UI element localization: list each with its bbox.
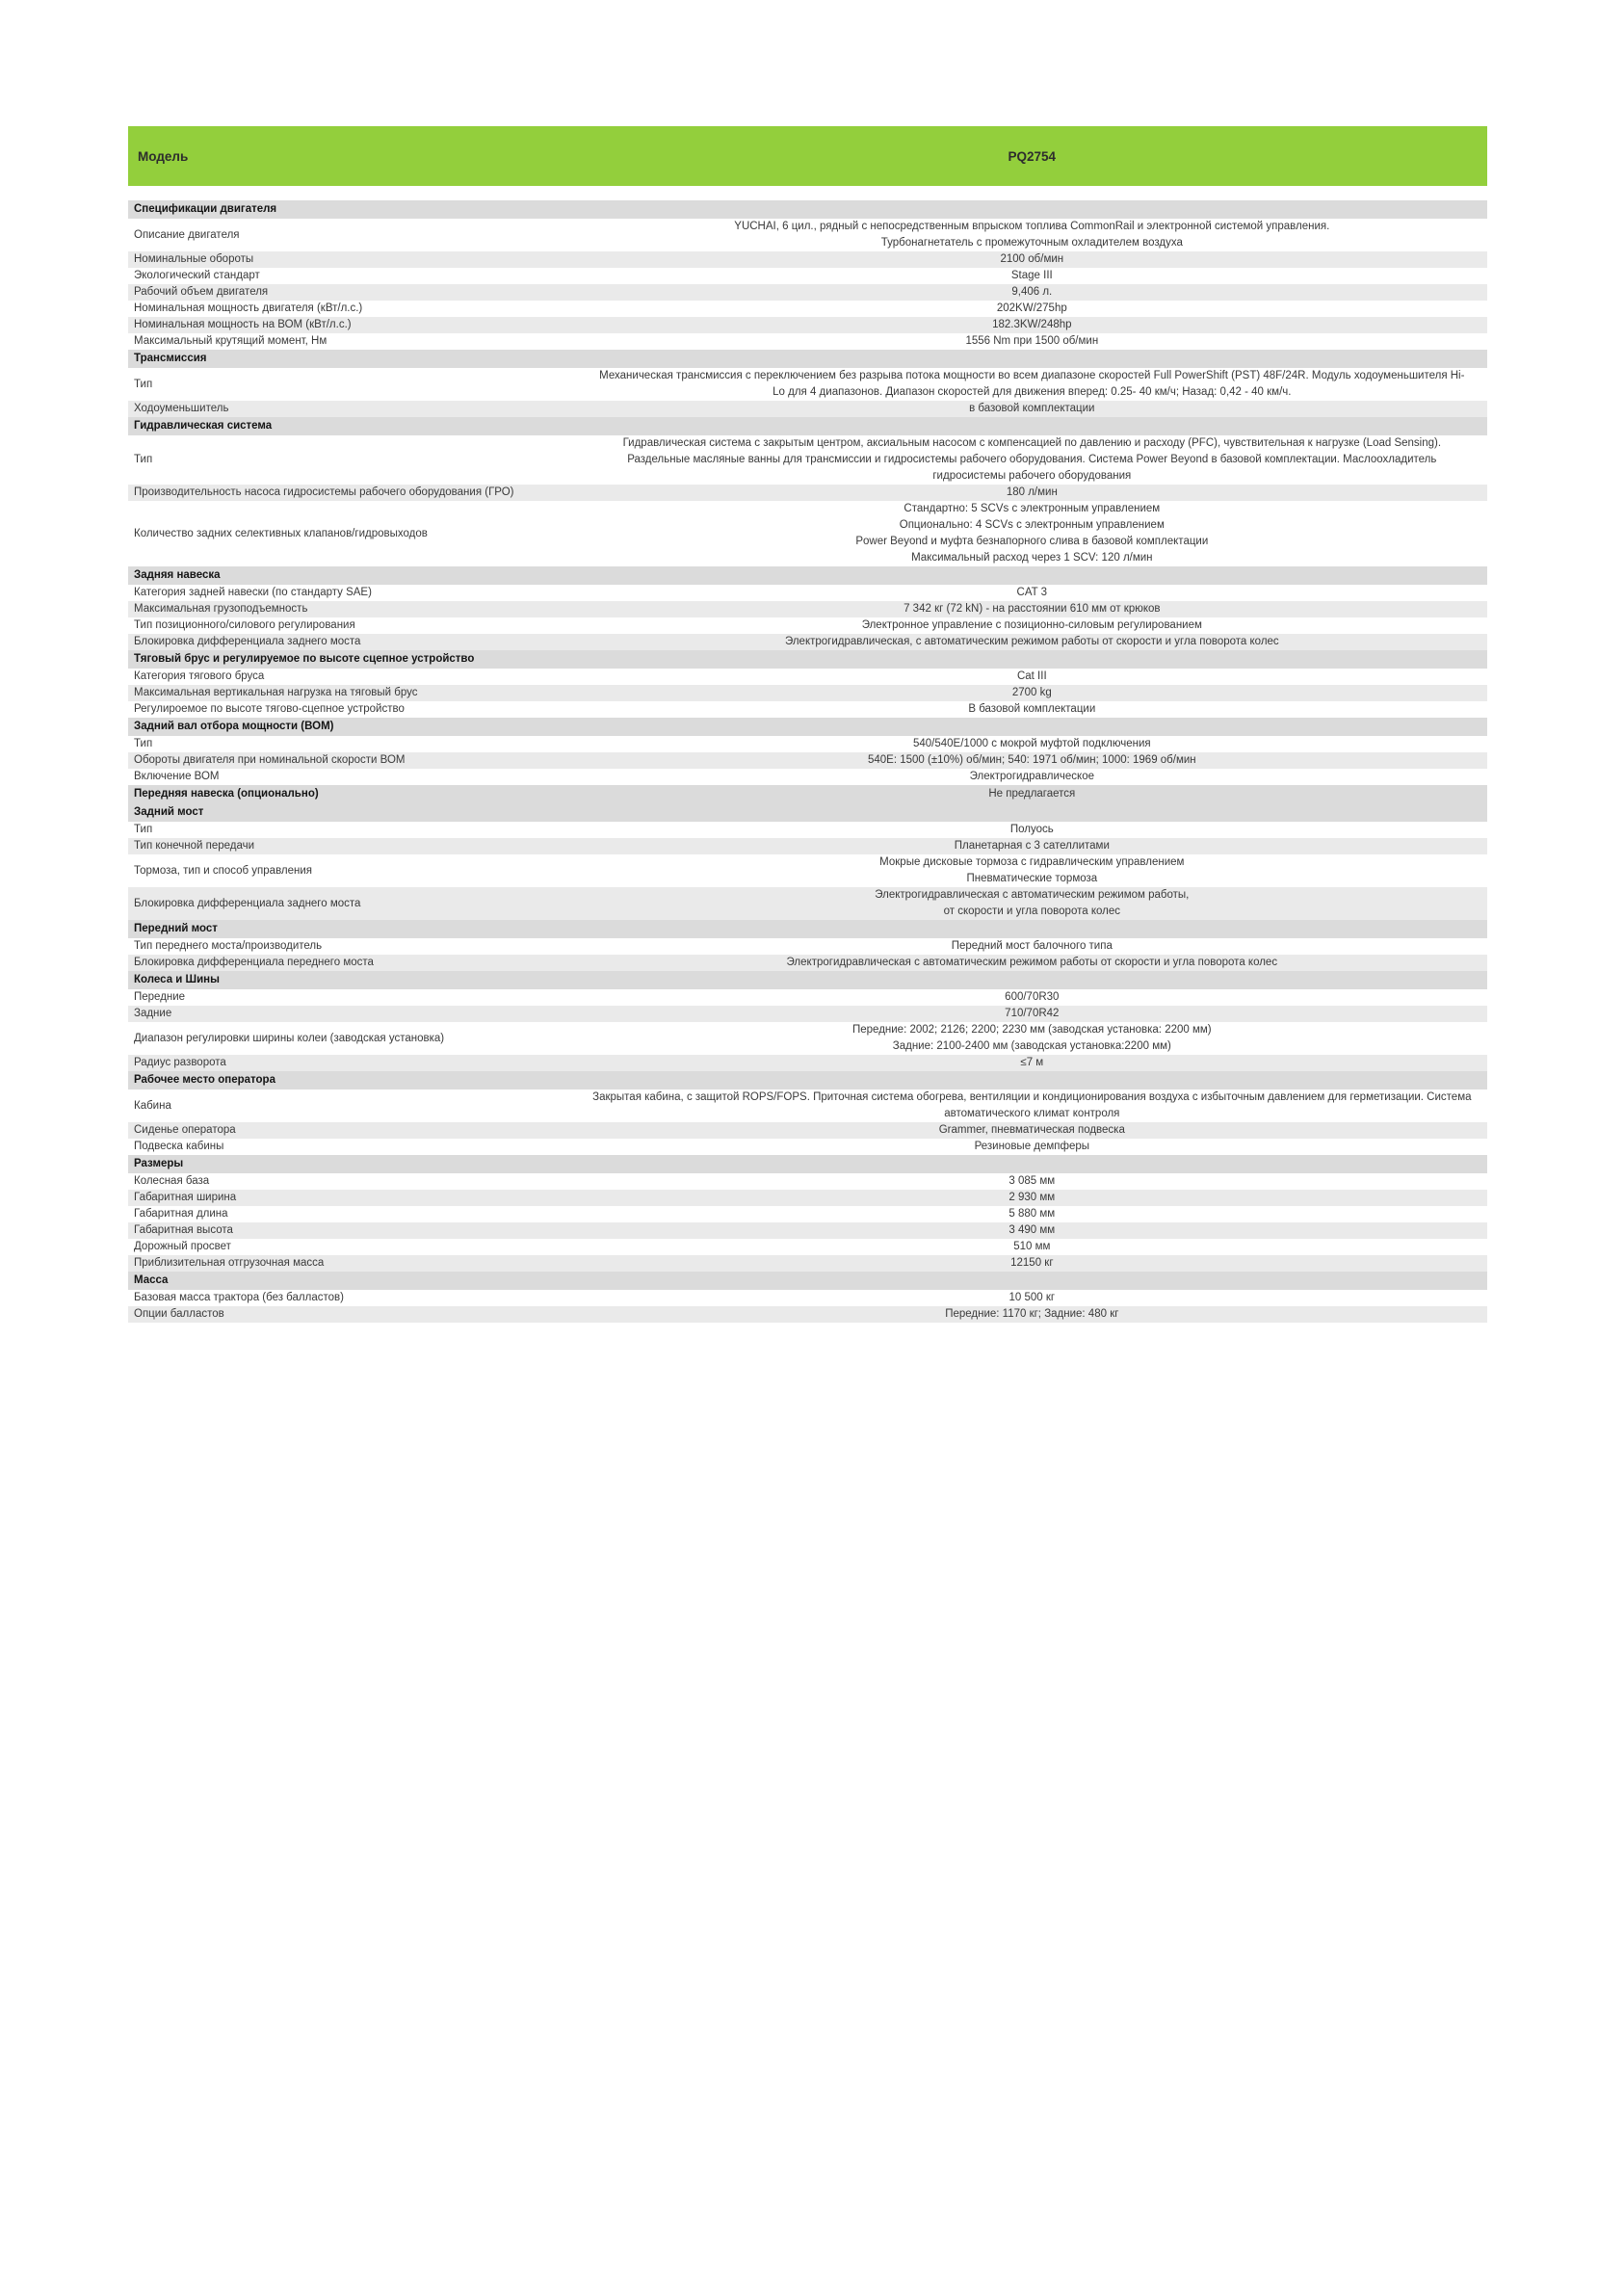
spec-row [128,284,1487,301]
spec-row [128,585,1487,601]
spec-row [128,251,1487,268]
section-header-row [128,920,1487,938]
spec-label: Номинальная мощность на ВОМ (кВт/л.с.) [128,317,577,333]
section-title: Тяговый брус и регулируемое по высоте сцепное устройство [128,650,1487,669]
spec-value-line: Электрогидравлическая, с автоматическим режимом работы от скорости и угла поворота колес [784,636,1279,647]
spec-row [128,317,1487,333]
spec-label: Категория тягового бруса [128,669,577,685]
spec-value-line: 3 085 мм [1008,1175,1056,1187]
spec-label: Блокировка дифференциала заднего моста [128,634,577,650]
spec-label: Габаритная высота [128,1222,577,1239]
spec-value-line: 2700 kg [1011,687,1052,698]
spec-value-line: 7 342 кг (72 kN) - на расстоянии 610 мм от крюков [904,603,1161,615]
section-header-row [128,566,1487,585]
spec-row [128,1306,1487,1323]
spec-row [128,1122,1487,1139]
spec-value-line: 182.3KW/248hp [992,319,1072,330]
spec-label: Описание двигателя [128,219,577,251]
spec-value-line: Закрытая кабина, с защитой ROPS/FOPS. Приточная система обогрева, вентиляции и кондиционирования воздуха с избыточным давлением для герметизации. Система [592,1091,1472,1103]
spec-value-line: CAT 3 [1016,587,1048,598]
spec-row [128,887,1487,920]
model-value: PQ2754 [577,126,1487,186]
spec-row [128,938,1487,955]
spec-row [128,752,1487,769]
spec-label: Тип позиционного/силового регулирования [128,617,577,634]
spec-row [128,769,1487,785]
spec-value-line: Опционально: 4 SCVs с электронным управлением [899,519,1165,531]
spec-value [577,317,1487,333]
spec-row [128,301,1487,317]
spec-row [128,435,1487,485]
spec-value-line: Передние: 2002; 2126; 2200; 2230 мм (заводская установка: 2200 мм) [852,1024,1212,1036]
spec-row [128,601,1487,617]
spec-row [128,1190,1487,1206]
spec-value [577,1222,1487,1239]
spec-value-line: Раздельные масляные ванны для трансмиссии и гидросистемы рабочего оборудования. Система Power Beyond в базовой комплектации. Маслоохладитель [627,454,1437,465]
spec-value-line: В базовой комплектации [968,703,1096,715]
spec-value [577,938,1487,955]
spec-row [128,955,1487,971]
spec-label: Тормоза, тип и способ управления [128,854,577,887]
spec-value-line: 12150 кг [1010,1257,1054,1269]
spec-label: Номинальные обороты [128,251,577,268]
spec-value [577,1022,1487,1055]
spec-value-line: Lo для 4 диапазонов. Диапазон скоростей для движения вперед: 0.25- 40 км/ч; Назад: 0,42 - 40 км/ч. [773,386,1292,398]
spec-value-line: 2100 об/мин [1000,253,1064,265]
spec-label: Ходоуменьшитель [128,401,577,417]
spec-value-line: Передние: 1170 кг; Задние: 480 кг [945,1308,1119,1320]
spec-label: Блокировка дифференциала переднего моста [128,955,577,971]
spec-value-line: Передний мост балочного типа [951,940,1113,952]
spec-value [577,401,1487,417]
spec-label: Тип конечной передачи [128,838,577,854]
spec-value [577,585,1487,601]
spec-value [577,601,1487,617]
spec-label: Экологический стандарт [128,268,577,284]
spec-row [128,634,1487,650]
spec-value-line: 2 930 мм [1008,1192,1056,1203]
spec-value [577,219,1487,251]
spec-label: Приблизительная отгрузочная масса [128,1255,577,1272]
spec-label: Задние [128,1006,577,1022]
spec-label: Передние [128,989,577,1006]
spec-value [577,501,1487,566]
spec-row [128,1206,1487,1222]
spec-label: Радиус разворота [128,1055,577,1071]
spec-value-line: Турбонагнетатель с промежуточным охладителем воздуха [880,237,1183,249]
spec-value-line: 9,406 л. [1011,286,1053,298]
section-header-row [128,1071,1487,1089]
spec-value [577,1255,1487,1272]
spec-row [128,701,1487,718]
header-gap [128,186,1487,200]
spec-value-line: YUCHAI, 6 цил., рядный с непосредственным впрыском топлива CommonRail и электронной системой управления. [734,221,1330,232]
spec-value [577,989,1487,1006]
spec-value [577,822,1487,838]
spec-value-line: 540E: 1500 (±10%) об/мин; 540: 1971 об/мин; 1000: 1969 об/мин [867,754,1196,766]
spec-value [577,1089,1487,1122]
spec-value-line: Мокрые дисковые тормоза с гидравлическим управлением [879,856,1185,868]
spec-label: Диапазон регулировки ширины колеи (заводская установка) [128,1022,577,1055]
spec-value [577,769,1487,785]
spec-label: Рабочий объем двигателя [128,284,577,301]
spec-value [577,838,1487,854]
spec-row [128,838,1487,854]
spec-value [577,701,1487,718]
spec-value-line: Максимальный расход через 1 SCV: 120 л/мин [911,552,1153,564]
spec-value-line: Электрогидравлическое [969,771,1095,782]
spec-row [128,485,1487,501]
spec-value [577,1173,1487,1190]
section-title: Рабочее место оператора [128,1071,1487,1089]
spec-row [128,854,1487,887]
spec-row [128,268,1487,284]
spec-row [128,1055,1487,1071]
spec-label: Регулироемое по высоте тягово-сцепное устройство [128,701,577,718]
spec-label: Дорожный просвет [128,1239,577,1255]
section-title: Колеса и Шины [128,971,1487,989]
spec-row [128,1089,1487,1122]
spec-row [128,1255,1487,1272]
spec-value-line: Электронное управление с позиционно-силовым регулированием [861,619,1202,631]
section-title: Трансмиссия [128,350,1487,368]
spec-row [128,1173,1487,1190]
spec-value-line: Механическая трансмиссия с переключением без разрыва потока мощности во всем диапазоне скоростей Full PowerShift (PST) 48F/24R. Модуль ходоуменьшителя Hi- [599,370,1465,381]
spec-value [577,736,1487,752]
section-header-row [128,1272,1487,1290]
spec-label: Кабина [128,1089,577,1122]
spec-table-body [128,200,1487,1323]
spec-label: Производительность насоса гидросистемы рабочего оборудования (ГРО) [128,485,577,501]
spec-value-line: Cat III [1016,670,1047,682]
spec-label: Тип переднего моста/производитель [128,938,577,955]
spec-label: Категория задней навески (по стандарту SAE) [128,585,577,601]
spec-label: Обороты двигателя при номинальной скорости ВОМ [128,752,577,769]
spec-label: Сиденье оператора [128,1122,577,1139]
spec-row [128,822,1487,838]
spec-value-line: Полуось [1009,824,1054,835]
spec-value [577,685,1487,701]
section-header-row [128,1155,1487,1173]
spec-row [128,401,1487,417]
spec-value-line: 540/540E/1000 с мокрой муфтой подключения [912,738,1151,749]
spec-value [577,485,1487,501]
spec-value-line: Резиновые демпферы [974,1141,1090,1152]
section-value: Не предлагается [577,785,1487,803]
spec-value-line: Электрогидравлическая с автоматическим режимом работы от скорости и угла поворота колес [786,957,1278,968]
spec-value-line: 510 мм [1013,1241,1051,1252]
spec-value-line: 10 500 кг [1008,1292,1056,1303]
spec-label: Базовая масса трактора (без балластов) [128,1290,577,1306]
spec-label: Блокировка дифференциала заднего моста [128,887,577,920]
spec-value-line: Электрогидравлическая с автоматическим режимом работы, [875,889,1190,901]
section-header-row [128,417,1487,435]
spec-label: Количество задних селективных клапанов/гидровыходов [128,501,577,566]
spec-value [577,1122,1487,1139]
spec-label: Тип [128,736,577,752]
spec-value [577,251,1487,268]
spec-value [577,1206,1487,1222]
section-title: Размеры [128,1155,1487,1173]
spec-row [128,1022,1487,1055]
spec-label: Тип [128,822,577,838]
spec-value-line: 5 880 мм [1008,1208,1056,1220]
section-title: Масса [128,1272,1487,1290]
section-header-row [128,803,1487,822]
spec-row [128,333,1487,350]
spec-value [577,669,1487,685]
spec-value [577,955,1487,971]
spec-value [577,284,1487,301]
spec-value [577,752,1487,769]
spec-label: Максимальный крутящий момент, Нм [128,333,577,350]
spec-value [577,1139,1487,1155]
spec-value-line: автоматического климат контроля [944,1108,1120,1119]
spec-label: Максимальная вертикальная нагрузка на тяговый брус [128,685,577,701]
spec-value [577,333,1487,350]
spec-row [128,1139,1487,1155]
spec-row [128,219,1487,251]
section-header-row [128,971,1487,989]
spec-value-line: 202KW/275hp [996,302,1067,314]
spec-value [577,435,1487,485]
spec-value-line: гидросистемы рабочего оборудования [932,470,1132,482]
spec-value-line: Задние: 2100-2400 мм (заводская установка:2200 мм) [892,1040,1171,1052]
section-title: Задний мост [128,803,1487,822]
spec-label: Включение ВОМ [128,769,577,785]
spec-value [577,634,1487,650]
spec-value-line: 600/70R30 [1005,991,1060,1003]
spec-value [577,368,1487,401]
spec-value-line: Стандартно: 5 SCVs с электронным управлением [904,503,1161,514]
spec-value-line: 180 л/мин [1006,486,1058,498]
spec-value-line: ≤7 м [1020,1057,1044,1068]
section-title: Задний вал отбора мощности (ВОМ) [128,718,1487,736]
spec-label: Опции балластов [128,1306,577,1323]
spec-value [577,301,1487,317]
spec-row [128,736,1487,752]
section-header-row [128,785,1487,803]
spec-value-line: в базовой комплектации [969,403,1095,414]
spec-label: Габаритная длина [128,1206,577,1222]
spec-value [577,268,1487,284]
spec-table [128,126,1487,1323]
section-title: Передняя навеска (опционально) [128,785,577,803]
section-title: Передний мост [128,920,1487,938]
spec-label: Номинальная мощность двигателя (кВт/л.с.) [128,301,577,317]
section-title: Задняя навеска [128,566,1487,585]
spec-value [577,617,1487,634]
section-header-row [128,718,1487,736]
spec-value-line: Power Beyond и муфта безнапорного слива в базовой комплектации [855,536,1209,547]
spec-label: Максимальная грузоподъемность [128,601,577,617]
spec-label: Габаритная ширина [128,1190,577,1206]
spec-label: Тип [128,435,577,485]
model-label: Модель [128,126,577,186]
model-header-row [128,126,1487,186]
spec-value [577,1190,1487,1206]
spec-value [577,854,1487,887]
spec-value [577,1239,1487,1255]
spec-row [128,1006,1487,1022]
spec-row [128,669,1487,685]
spec-value-line: Гидравлическая система с закрытым центром, аксиальным насосом с компенсацией по давлению и расходу (PFC), чувствительная к нагрузке (Load Sensing). [622,437,1442,449]
spec-value-line: Stage III [1010,270,1053,281]
spec-row [128,1222,1487,1239]
spec-value [577,1055,1487,1071]
spec-value [577,1006,1487,1022]
section-header-row [128,350,1487,368]
section-title: Спецификации двигателя [128,200,1487,219]
section-header-row [128,650,1487,669]
spec-label: Колесная база [128,1173,577,1190]
spec-value-line: Grammer, пневматическая подвеска [938,1124,1125,1136]
spec-label: Подвеска кабины [128,1139,577,1155]
spec-value-line: 710/70R42 [1005,1008,1060,1019]
spec-value-line: 1556 Nm при 1500 об/мин [965,335,1099,347]
spec-row [128,989,1487,1006]
section-title: Гидравлическая система [128,417,1487,435]
spec-row [128,1239,1487,1255]
spec-value [577,887,1487,920]
spec-row [128,1290,1487,1306]
spec-value-line: Планетарная с 3 сателлитами [954,840,1110,852]
spec-row [128,617,1487,634]
spec-row [128,501,1487,566]
spec-row [128,685,1487,701]
spec-row [128,368,1487,401]
spec-value [577,1306,1487,1323]
section-header-row [128,200,1487,219]
spec-value-line: от скорости и угла поворота колес [943,906,1120,917]
spec-value-line: Пневматические тормоза [966,873,1098,884]
spec-value-line: 3 490 мм [1008,1224,1056,1236]
spec-value [577,1290,1487,1306]
spec-label: Тип [128,368,577,401]
